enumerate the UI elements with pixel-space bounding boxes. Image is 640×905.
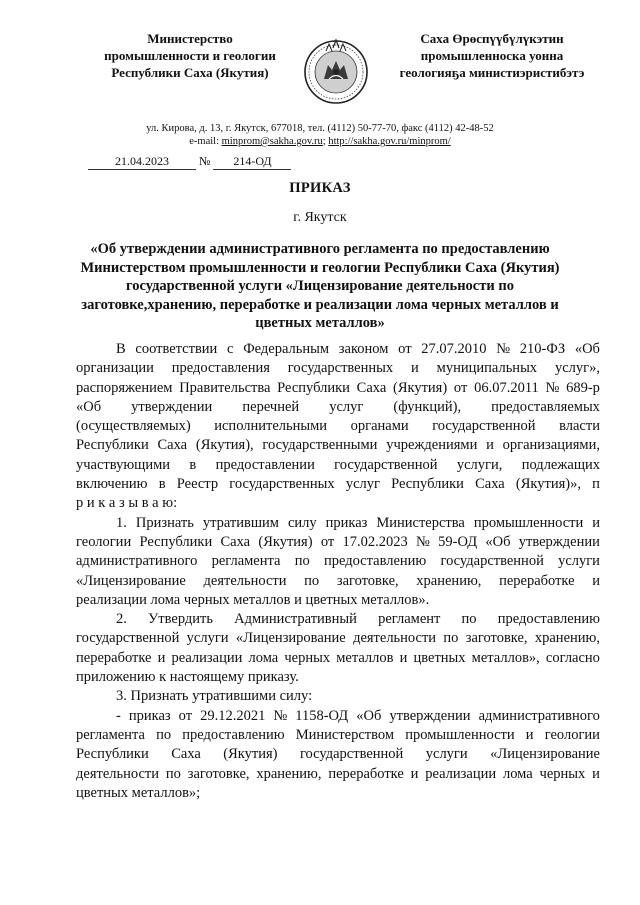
document-city: г. Якутск (293, 210, 347, 225)
body-word: утверждении (131, 398, 213, 415)
body-word: и (399, 649, 408, 666)
body-word: предоставления (171, 360, 270, 377)
body-word: по (165, 765, 181, 782)
body-line (76, 745, 600, 764)
body-word: и (592, 765, 600, 782)
body-word: промышленности (473, 514, 584, 531)
body-word: государственной (440, 553, 544, 570)
body-word: геологии (544, 726, 600, 743)
header-right-line: промышленноска уонна (420, 48, 564, 63)
body-word: регламента (76, 726, 145, 743)
subject-line: заготовке,хранению, переработке и реализации лома черных металлов и (81, 296, 559, 313)
body-word: Правительства (179, 379, 271, 396)
body-word: государственной (299, 746, 404, 763)
body-word: и (592, 572, 600, 589)
body-word: промышленности (405, 726, 515, 743)
body-word: в (158, 476, 166, 493)
body-word: по (461, 611, 477, 628)
body-line (76, 398, 600, 417)
body-word: № (416, 533, 430, 550)
subject-line: «Об утверждении административного регламента по предоставлению (90, 241, 550, 257)
body-word: законом (338, 341, 389, 357)
body-word: 1. (116, 514, 127, 531)
body-word: деятельности (76, 765, 160, 782)
body-word: заготовке, (336, 572, 399, 589)
body-word: Реестр (176, 476, 219, 493)
body-word: организациями, (502, 437, 600, 454)
body-word: утверждении (389, 707, 471, 724)
body-word: черных (539, 765, 586, 782)
body-word: утверждении (518, 533, 600, 550)
body-word: геологии (76, 533, 132, 550)
header-left-line: промышленности и геологии (104, 48, 276, 63)
body-word: по (304, 572, 320, 589)
body-word: и (525, 726, 534, 743)
body-line: приложению к настоящему приказу. (76, 669, 299, 686)
body-word: услуги (558, 553, 600, 570)
body-word: муниципальных (436, 360, 538, 377)
body-line (76, 707, 600, 726)
body-line (76, 340, 600, 359)
website-link[interactable]: http://sakha.gov.ru/minprom/ (328, 136, 451, 147)
body-word: «Об (485, 533, 511, 550)
body-word: перечней (242, 398, 300, 415)
body-line: реализации лома черных металлов и цветных металлов». (76, 591, 430, 608)
body-line (76, 359, 600, 378)
body-word: Республики (76, 746, 149, 763)
body-word: Признать (135, 514, 194, 531)
body-word: государственных (229, 476, 335, 493)
body-word: (осуществляемых) (76, 418, 191, 435)
body-word: 210-ФЗ (519, 341, 566, 357)
order-number: 214-ОД (213, 154, 291, 170)
header-right-line: геологияҕа министиэристибэтэ (399, 65, 585, 80)
registration-line (88, 154, 291, 170)
body-word: от (453, 379, 468, 396)
body-word: и (410, 765, 419, 782)
body-line (76, 475, 600, 494)
body-word: услуги, (456, 456, 503, 473)
body-word: от (398, 341, 412, 357)
body-line (76, 379, 600, 398)
body-word: В (116, 341, 126, 357)
ministry-name-russian (70, 30, 310, 81)
body-word: Саха (356, 379, 387, 396)
body-word: и (592, 514, 600, 531)
body-word: лома (248, 649, 279, 666)
body-word: заготовке, (187, 765, 250, 782)
body-word: п (592, 476, 600, 493)
subject-line: цветных металлов» (255, 315, 385, 331)
body-word: хранению, (256, 765, 322, 782)
body-word: предоставлению (182, 726, 285, 743)
body-word: № (545, 379, 560, 396)
body-line: 3. Признать утратившими силу: (116, 688, 313, 705)
body-word: государственной (76, 630, 180, 647)
body-word: Республики (139, 533, 213, 550)
body-word: государственной (334, 456, 438, 473)
body-word: «Лицензирование (235, 630, 346, 647)
address-line: ул. Кирова, д. 13, г. Якутск, 677018, тел. (4112) 50-77-70, факс (4112) 42-48-52 (146, 123, 494, 134)
body-word: подлежащих (521, 456, 600, 473)
body-word: государственных (287, 360, 394, 377)
body-line (76, 552, 600, 571)
body-word: предоставлению (497, 611, 600, 628)
body-word: предоставлении (215, 456, 315, 473)
body-word: включению (76, 476, 148, 493)
body-word: (Якутия)», (515, 476, 581, 493)
body-word: 2. (116, 611, 127, 628)
body-word: Федеральным (243, 341, 330, 357)
body-word: услуги (425, 746, 468, 763)
body-word: 17.02.2023 (342, 533, 408, 550)
body-word: от (320, 533, 335, 550)
body-word: услуги (186, 630, 229, 647)
body-word: участвующими (76, 456, 171, 473)
body-line (76, 436, 600, 455)
body-word: Саха (475, 476, 505, 493)
order-body (76, 340, 600, 803)
body-word: «Об (574, 341, 600, 357)
body-word: Министерством (295, 726, 395, 743)
body-word: 06.07.2011 (474, 379, 539, 396)
body-word: деятельности (353, 630, 437, 647)
body-line (76, 533, 600, 552)
body-word: с (227, 341, 234, 357)
ministry-name-sakha (372, 30, 612, 81)
body-line (76, 649, 600, 668)
body-line (76, 417, 600, 436)
document-title: ПРИКАЗ (289, 180, 351, 196)
body-word: (Якутия), (195, 437, 254, 454)
body-word: «Лицензирование (76, 572, 186, 589)
body-word: металлов», (471, 649, 540, 666)
number-sign: № (199, 154, 211, 168)
subject-line: Министерством промышленности и геологии Республики Саха (Якутия) (80, 259, 560, 276)
order-date: 21.04.2023 (88, 154, 196, 170)
body-word: по (156, 726, 172, 743)
body-word: услуг (345, 476, 380, 493)
body-line (76, 456, 600, 475)
body-word: 689-р (566, 379, 600, 396)
email-web-line (60, 135, 580, 148)
body-word: 1158-ОД (295, 707, 349, 724)
body-word: власти (559, 418, 600, 435)
body-word: заготовке, (465, 630, 528, 647)
body-word: административного (478, 707, 600, 724)
body-word: (Якутия) (393, 379, 448, 396)
sakha-republic-emblem-icon (302, 34, 370, 108)
body-word: «Об (356, 707, 382, 724)
body-word: (Якутия) (223, 746, 278, 763)
body-word: переработке (76, 649, 152, 666)
body-word: услуг (329, 398, 364, 415)
body-line (76, 629, 600, 648)
header-right-line: Саха Өрөспүүбүлүкэтин (420, 31, 564, 46)
body-word: и (486, 437, 494, 454)
contact-block (60, 122, 580, 148)
body-word: «Об (76, 398, 102, 415)
body-line (76, 610, 600, 629)
body-word: и (411, 360, 419, 377)
body-word: 27.07.2010 (421, 341, 487, 357)
body-word: № (496, 341, 511, 357)
body-word: переработке (328, 765, 404, 782)
body-word: Саха (220, 533, 251, 550)
body-word: металлов (336, 649, 394, 666)
body-word: (функций), (393, 398, 462, 415)
body-word: административного (76, 553, 198, 570)
body-word: государственными (262, 437, 378, 454)
body-word: Саха (171, 746, 201, 763)
body-word: услуг», (554, 360, 600, 377)
order-subject (40, 240, 600, 333)
body-line (76, 726, 600, 745)
body-line (76, 514, 600, 533)
body-word: черных (284, 649, 331, 666)
body-word: (Якутия) (258, 533, 313, 550)
body-word: регламента (211, 553, 281, 570)
email-link[interactable]: minprom@sakha.gov.ru (221, 136, 323, 147)
subject-line: государственной услуги «Лицензирование деятельности по (126, 278, 514, 294)
body-word: № (273, 707, 288, 724)
body-word: приказ (325, 514, 368, 531)
body-line: цветных металлов»; (76, 784, 201, 801)
body-word: реализации (171, 649, 243, 666)
body-word: силу (287, 514, 317, 531)
body-line (76, 572, 600, 591)
body-word: Республики (391, 476, 464, 493)
body-word: Утвердить (148, 611, 213, 628)
body-word: переработке (499, 572, 575, 589)
body-word: и (157, 649, 166, 666)
body-word: «Лицензирование (490, 746, 600, 763)
body-word: по (443, 630, 459, 647)
body-word: распоряжением (76, 379, 173, 396)
body-word: исполнительными (214, 418, 328, 435)
body-word: в (189, 456, 197, 473)
body-word: Министерства (376, 514, 465, 531)
body-word: государственной (432, 418, 536, 435)
body-word: органами (350, 418, 409, 435)
header-left-line: Республики Саха (Якутия) (111, 65, 269, 80)
body-word: хранению, (534, 630, 600, 647)
email-label: e-mail: (189, 136, 222, 147)
contact-separator: ; (322, 136, 329, 147)
body-word: учреждениями (386, 437, 478, 454)
body-word: Республики (277, 379, 350, 396)
body-line: р и к а з ы в а ю: (76, 495, 178, 512)
body-word: регламент (378, 611, 441, 628)
body-word: приказ (128, 707, 171, 724)
body-word: лома (502, 765, 533, 782)
body-word: по (294, 553, 310, 570)
body-word: Республики (76, 437, 149, 454)
body-word: Административный (234, 611, 357, 628)
header-left-line: Министерство (147, 31, 233, 46)
body-word: соответствии (135, 341, 218, 357)
body-word: Саха (157, 437, 188, 454)
body-word: реализации (425, 765, 497, 782)
body-word: деятельности (203, 572, 287, 589)
body-word: организации (76, 360, 154, 377)
body-word: 59-ОД (438, 533, 478, 550)
body-word: 29.12.2021 (200, 707, 266, 724)
body-word: предоставляемых (491, 398, 600, 415)
body-word: предоставлению (323, 553, 427, 570)
body-word: - (116, 707, 121, 724)
body-word: утратившим (202, 514, 279, 531)
body-word: цветных (413, 649, 466, 666)
body-word: хранению, (416, 572, 482, 589)
body-word: согласно (545, 649, 600, 666)
body-word: от (178, 707, 193, 724)
body-line (76, 765, 600, 784)
